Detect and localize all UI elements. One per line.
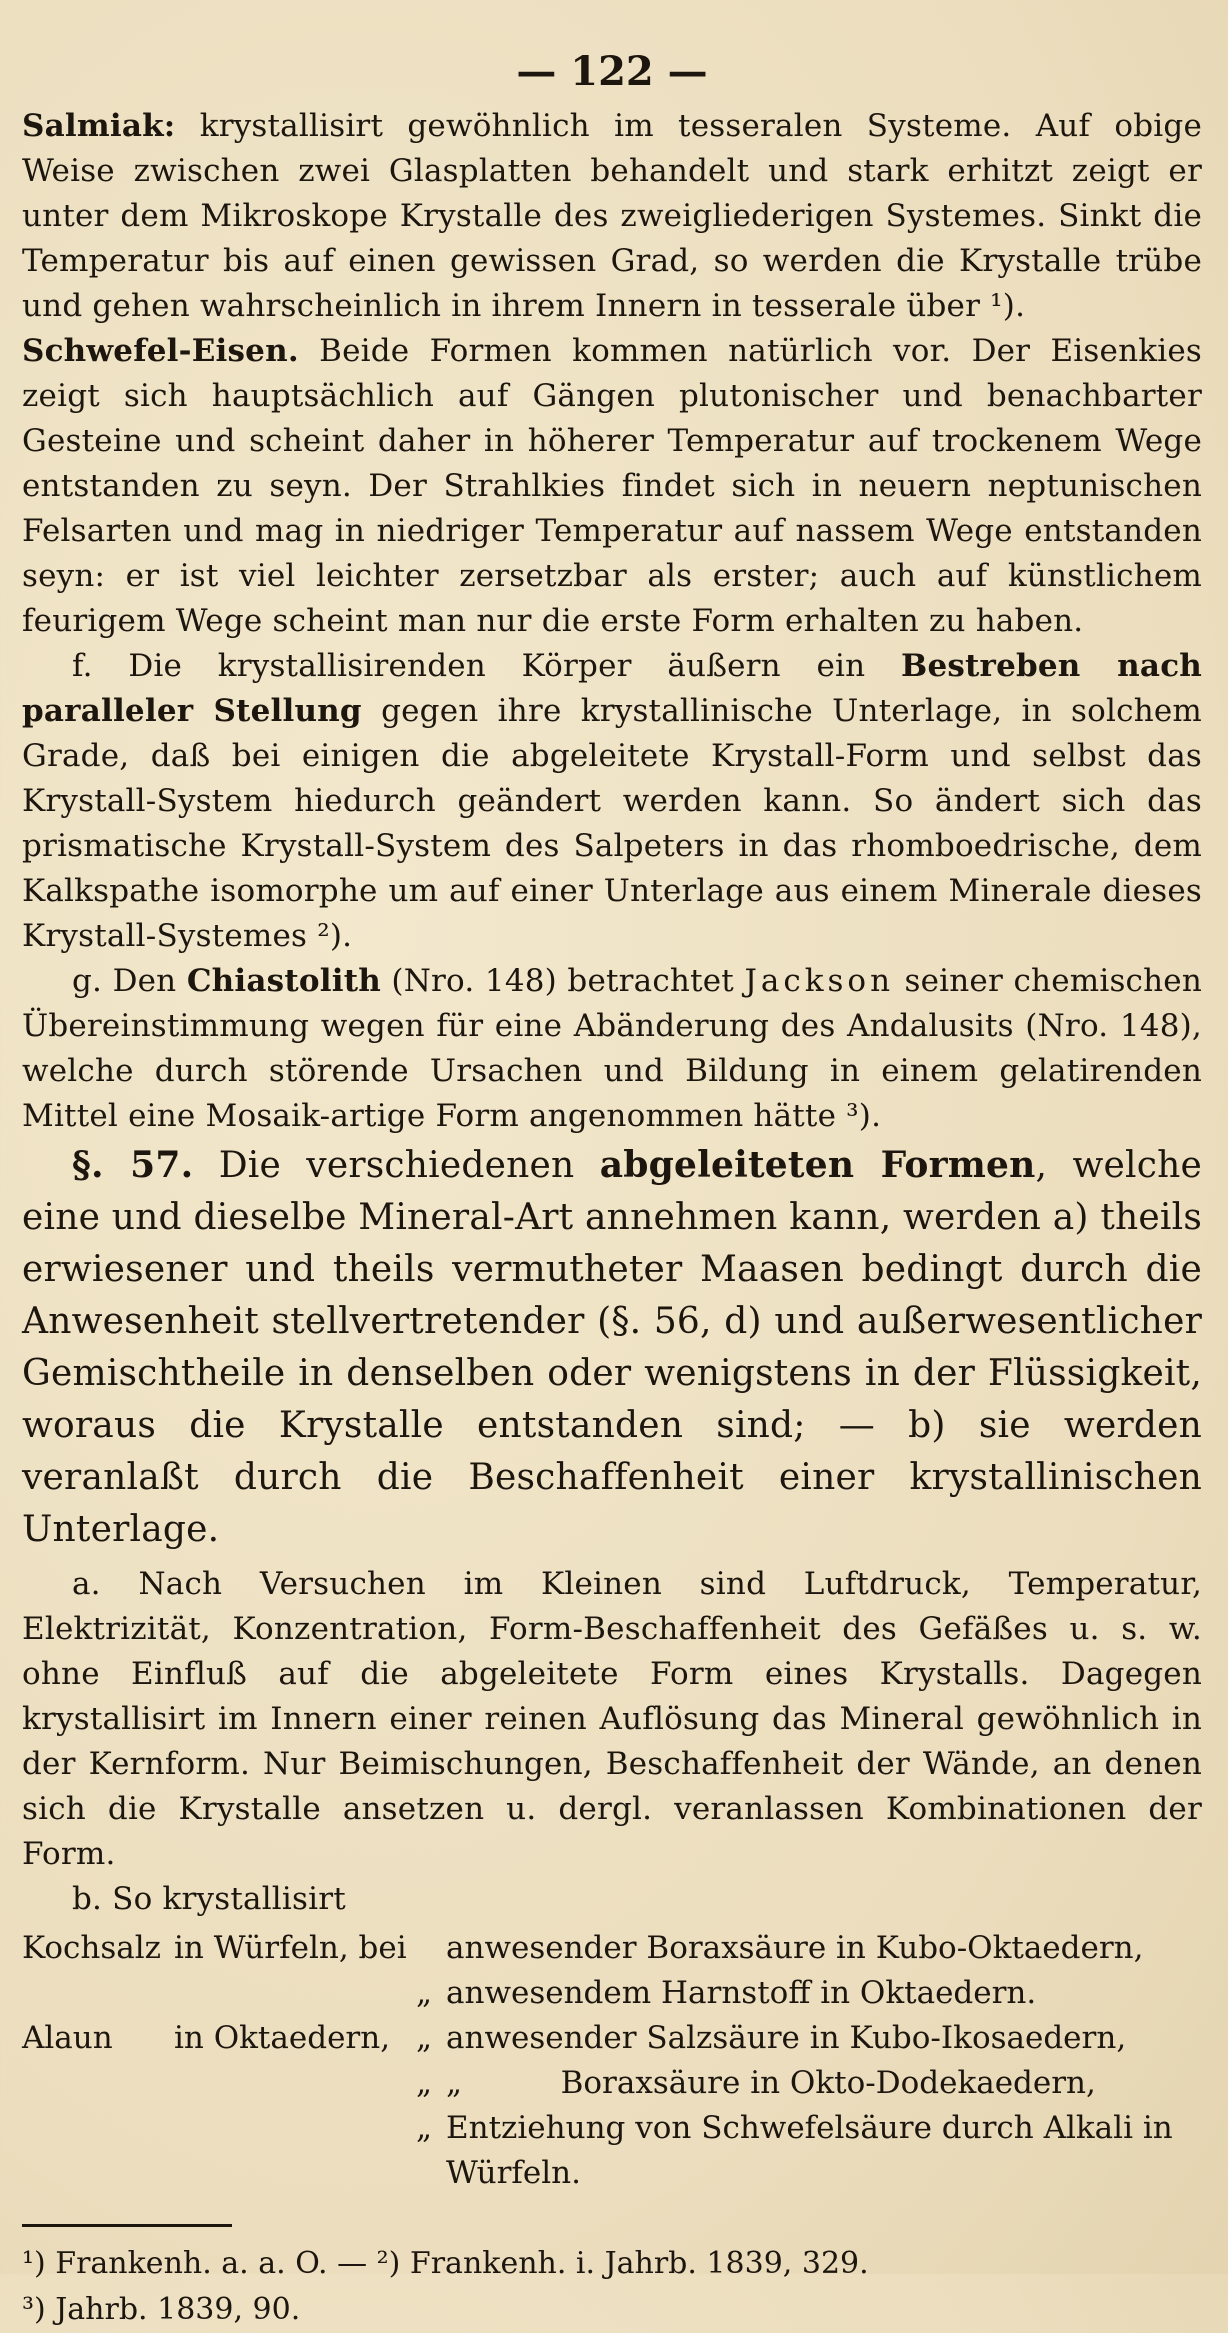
- table-form: [174, 2106, 416, 2196]
- table-mineral: [22, 2061, 174, 2106]
- text-s57-after: , welche eine und dieselbe Mineral-Art annehmen kann, werden a) theils erwiesener und theils vermutheter Maasen bedingt durch die Anwesenheit stellvertretender (§. 56, d) und außerwesentlicher Gemischtheile in denselben oder wenigstens in der Flüssigkeit, woraus die Krystalle entstanden sind; — b) sie werden veranlaßt durch die Beschaffenheit einer krystallinischen Unterlage.: [22, 1145, 1202, 1550]
- table-form: [174, 1971, 416, 2016]
- footnote-3: ³) Jahrb. 1839, 90.: [22, 2292, 301, 2327]
- text-b: So krystallisirt: [112, 1881, 346, 1917]
- table-agent: anwesender Boraxsäure in Kubo-Oktaedern,: [446, 1930, 1144, 1966]
- table-form: in Würfeln, bei: [174, 1930, 407, 1966]
- text-schwefel-eisen: Beide Formen kommen natürlich vor. Der Eisenkies zeigt sich hauptsächlich auf Gängen plutonischer und benachbarter Gesteine und scheint daher in höherer Temperatur auf trockenem Wege entstanden zu seyn. Der Strahlkies findet sich in neuern neptunischen Felsarten und mag in niedriger Temperatur auf nassem Wege entstanden seyn: er ist viel leichter zersetzbar als erster; auch auf künstlichem feurigem Wege scheint man nur die erste Form erhalten zu haben.: [22, 333, 1202, 639]
- table-mineral: Kochsalz: [22, 1930, 161, 1966]
- table-row: [22, 2061, 1202, 2106]
- table-mark: „: [416, 2020, 433, 2056]
- table-mineral: [22, 2106, 174, 2196]
- table-mark: „: [416, 1975, 433, 2011]
- text-salmiak: krystallisirt gewöhnlich im tesseralen Systeme. Auf obige Weise zwischen zwei Glasplatten behandelt und stark erhitzt zeigt er unter dem Mikroskope Krystalle des zweigliederigen Systemes. Sinkt die Temperatur bis auf einen gewissen Grad, so werden die Krystalle trübe und gehen wahrscheinlich in ihrem Innern in tesserale über ¹).: [22, 108, 1203, 324]
- term-salmiak: Salmiak:: [22, 108, 176, 144]
- crystallization-table: [22, 1926, 1202, 2196]
- table-agent: „ Boraxsäure in Okto-Dodekaedern,: [446, 2065, 1096, 2101]
- table-form: [174, 2061, 416, 2106]
- paragraph-schwefel-eisen: [22, 329, 1202, 644]
- term-abgeleiteten-formen: abgeleiteten Formen: [599, 1144, 1036, 1186]
- table-agent: anwesender Salzsäure in Kubo-Ikosaedern,: [446, 2020, 1127, 2056]
- table-mark: „: [416, 2110, 433, 2146]
- footnote-1-2: ¹) Frankenh. a. a. O. — ²) Frankenh. i. Jahrb. 1839, 329.: [22, 2246, 869, 2281]
- term-bestreben: Bestreben nach paralleler Stellung: [22, 648, 1203, 729]
- label-b: b.: [72, 1881, 103, 1917]
- section-57-label: §. 57.: [72, 1144, 194, 1186]
- term-schwefel-eisen: Schwefel-Eisen.: [22, 333, 299, 369]
- text-g-after: seiner chemischen Übereinstimmung wegen für eine Abänderung des Andalusits (Nro. 148), welche durch störende Ursachen und Bildung in einem gelatirenden Mittel eine Mosaik-artige Form angenommen hätte ³).: [22, 963, 1202, 1134]
- paragraph-g: [22, 959, 1202, 1139]
- text-a: Nach Versuchen im Kleinen sind Luftdruck, Temperatur, Elektrizität, Konzentration, Form-Beschaffenheit des Gefäßes u. s. w. ohne Einfluß auf die abgeleitete Form eines Krystalls. Dagegen krystallisirt im Innern einer reinen Auflösung das Mineral gewöhnlich in der Kernform. Nur Beimischungen, Beschaffenheit der Wände, an denen sich die Krystalle ansetzen u. dergl. veranlassen Kombinationen der Form.: [22, 1566, 1203, 1872]
- table-row: [22, 1926, 1202, 1971]
- table-agent: anwesendem Harnstoff in Oktaedern.: [446, 1975, 1037, 2011]
- paragraph-section-57: [22, 1139, 1202, 1556]
- text-g-before: Den: [112, 963, 177, 999]
- table-mark: [416, 1926, 446, 1971]
- table-form: in Oktaedern,: [174, 2020, 391, 2056]
- paragraph-salmiak: [22, 104, 1202, 329]
- paragraph-a: [22, 1562, 1202, 1877]
- label-f: f.: [72, 648, 93, 684]
- text-f-before: Die krystallisirenden Körper äußern ein: [128, 648, 866, 684]
- table-row: [22, 1971, 1202, 2016]
- table-agent: Entziehung von Schwefelsäure durch Alkali in Würfeln.: [446, 2110, 1173, 2191]
- label-a: a.: [72, 1566, 101, 1602]
- label-g: g.: [72, 963, 103, 999]
- text-f-after: gegen ihre krystallinische Unterlage, in solchem Grade, daß bei einigen die abgeleitete Krystall-Form und selbst das Krystall-System hiedurch geändert werden kann. So ändert sich das prismatische Krystall-System des Salpeters in das rhomboedrische, dem Kalkspathe isomorphe um auf einer Unterlage aus einem Minerale dieses Krystall-Systemes ²).: [22, 693, 1202, 954]
- table-row: [22, 2106, 1202, 2196]
- book-page: [22, 40, 1202, 2333]
- term-chiastolith: Chiastolith: [186, 963, 381, 999]
- table-mineral: Alaun: [22, 2020, 113, 2056]
- text-g-mid: (Nro. 148) betrachtet: [391, 963, 734, 999]
- footnote-divider: [22, 2224, 232, 2227]
- table-mineral: [22, 1971, 174, 2016]
- table-row: [22, 2016, 1202, 2061]
- text-s57-before: Die verschiedenen: [218, 1145, 575, 1186]
- table-mark: „: [416, 2065, 433, 2101]
- paragraph-f: [22, 644, 1202, 959]
- paragraph-b: [22, 1877, 1202, 1922]
- page-number: — 122 —: [516, 48, 708, 95]
- name-jackson: Jackson: [744, 963, 895, 999]
